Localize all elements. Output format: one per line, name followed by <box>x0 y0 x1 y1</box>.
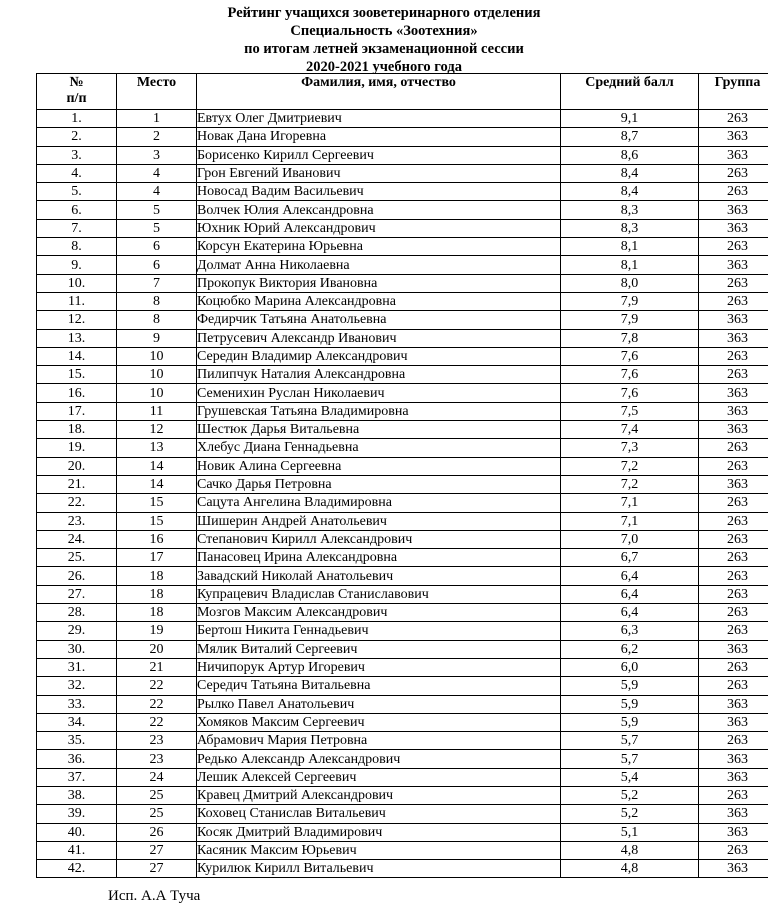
student-name-cell: Хлебус Диана Геннадьевна <box>197 439 561 457</box>
row-number-cell: 18. <box>37 421 117 439</box>
group-cell: 363 <box>699 823 768 841</box>
average-score-cell: 5,7 <box>561 732 699 750</box>
table-row <box>37 713 768 731</box>
group-cell: 263 <box>699 567 768 585</box>
group-cell: 363 <box>699 311 768 329</box>
average-score-cell: 7,0 <box>561 530 699 548</box>
table-row <box>37 219 768 237</box>
header-name: Фамилия, имя, отчество <box>197 74 561 110</box>
group-cell: 263 <box>699 457 768 475</box>
student-name-cell: Корсун Екатерина Юрьевна <box>197 238 561 256</box>
row-number-cell: 37. <box>37 768 117 786</box>
table-row <box>37 530 768 548</box>
place-cell: 9 <box>117 329 197 347</box>
average-score-cell: 8,6 <box>561 146 699 164</box>
table-row <box>37 110 768 128</box>
group-cell: 263 <box>699 164 768 182</box>
row-number-cell: 34. <box>37 713 117 731</box>
place-cell: 21 <box>117 658 197 676</box>
average-score-cell: 8,3 <box>561 219 699 237</box>
group-cell: 263 <box>699 347 768 365</box>
title-line-4: 2020-2021 учебного года <box>306 59 462 75</box>
table-row <box>37 256 768 274</box>
table-row <box>37 274 768 292</box>
row-number-cell: 22. <box>37 494 117 512</box>
group-cell: 363 <box>699 713 768 731</box>
row-number-cell: 21. <box>37 475 117 493</box>
student-name-cell: Сацута Ангелина Владимировна <box>197 494 561 512</box>
average-score-cell: 8,0 <box>561 274 699 292</box>
student-name-cell: Долмат Анна Николаевна <box>197 256 561 274</box>
student-name-cell: Лешик Алексей Сергеевич <box>197 768 561 786</box>
group-cell: 363 <box>699 256 768 274</box>
place-cell: 5 <box>117 201 197 219</box>
student-name-cell: Коцюбко Марина Александровна <box>197 292 561 310</box>
table-row <box>37 805 768 823</box>
student-name-cell: Волчек Юлия Александровна <box>197 201 561 219</box>
row-number-cell: 11. <box>37 292 117 310</box>
student-name-cell: Кравец Дмитрий Александрович <box>197 786 561 804</box>
row-number-cell: 3. <box>37 146 117 164</box>
table-row <box>37 494 768 512</box>
row-number-cell: 2. <box>37 128 117 146</box>
average-score-cell: 6,2 <box>561 640 699 658</box>
header-num-line1: № <box>69 75 84 90</box>
table-row <box>37 146 768 164</box>
row-number-cell: 42. <box>37 860 117 878</box>
average-score-cell: 7,6 <box>561 347 699 365</box>
student-name-cell: Петрусевич Александр Иванович <box>197 329 561 347</box>
place-cell: 2 <box>117 128 197 146</box>
student-name-cell: Завадский Николай Анатольевич <box>197 567 561 585</box>
table-row <box>37 457 768 475</box>
average-score-cell: 6,4 <box>561 567 699 585</box>
group-cell: 363 <box>699 860 768 878</box>
title-line-3: по итогам летней экзаменационной сессии <box>244 41 524 57</box>
row-number-cell: 4. <box>37 164 117 182</box>
average-score-cell: 7,4 <box>561 421 699 439</box>
place-cell: 17 <box>117 549 197 567</box>
table-row <box>37 585 768 603</box>
average-score-cell: 7,3 <box>561 439 699 457</box>
group-cell: 363 <box>699 384 768 402</box>
row-number-cell: 15. <box>37 366 117 384</box>
table-row <box>37 695 768 713</box>
average-score-cell: 7,9 <box>561 311 699 329</box>
student-name-cell: Хомяков Максим Сергеевич <box>197 713 561 731</box>
row-number-cell: 40. <box>37 823 117 841</box>
place-cell: 10 <box>117 384 197 402</box>
table-row <box>37 604 768 622</box>
table-row <box>37 549 768 567</box>
group-cell: 263 <box>699 183 768 201</box>
place-cell: 18 <box>117 567 197 585</box>
row-number-cell: 10. <box>37 274 117 292</box>
table-row <box>37 732 768 750</box>
student-name-cell: Новак Дана Игоревна <box>197 128 561 146</box>
group-cell: 263 <box>699 549 768 567</box>
header-avg: Средний балл <box>561 74 699 110</box>
table-row <box>37 475 768 493</box>
place-cell: 27 <box>117 860 197 878</box>
table-row <box>37 658 768 676</box>
header-group: Группа <box>699 74 768 110</box>
average-score-cell: 8,4 <box>561 164 699 182</box>
table-row <box>37 402 768 420</box>
row-number-cell: 26. <box>37 567 117 585</box>
place-cell: 25 <box>117 786 197 804</box>
row-number-cell: 20. <box>37 457 117 475</box>
average-score-cell: 5,4 <box>561 768 699 786</box>
average-score-cell: 7,8 <box>561 329 699 347</box>
average-score-cell: 7,6 <box>561 366 699 384</box>
student-name-cell: Юхник Юрий Александрович <box>197 219 561 237</box>
row-number-cell: 41. <box>37 841 117 859</box>
place-cell: 4 <box>117 183 197 201</box>
average-score-cell: 6,4 <box>561 604 699 622</box>
average-score-cell: 8,3 <box>561 201 699 219</box>
student-name-cell: Бертош Никита Геннадьевич <box>197 622 561 640</box>
row-number-cell: 8. <box>37 238 117 256</box>
table-row <box>37 292 768 310</box>
place-cell: 5 <box>117 219 197 237</box>
group-cell: 263 <box>699 292 768 310</box>
average-score-cell: 5,2 <box>561 805 699 823</box>
student-name-cell: Рылко Павел Анатольевич <box>197 695 561 713</box>
row-number-cell: 12. <box>37 311 117 329</box>
row-number-cell: 31. <box>37 658 117 676</box>
place-cell: 12 <box>117 421 197 439</box>
table-row <box>37 768 768 786</box>
row-number-cell: 19. <box>37 439 117 457</box>
group-cell: 363 <box>699 768 768 786</box>
place-cell: 20 <box>117 640 197 658</box>
group-cell: 263 <box>699 677 768 695</box>
average-score-cell: 6,0 <box>561 658 699 676</box>
group-cell: 363 <box>699 805 768 823</box>
average-score-cell: 4,8 <box>561 860 699 878</box>
group-cell: 263 <box>699 274 768 292</box>
place-cell: 24 <box>117 768 197 786</box>
student-name-cell: Семенихин Руслан Николаевич <box>197 384 561 402</box>
row-number-cell: 5. <box>37 183 117 201</box>
group-cell: 363 <box>699 201 768 219</box>
place-cell: 18 <box>117 604 197 622</box>
average-score-cell: 8,1 <box>561 238 699 256</box>
group-cell: 363 <box>699 146 768 164</box>
average-score-cell: 7,6 <box>561 384 699 402</box>
student-name-cell: Коховец Станислав Витальевич <box>197 805 561 823</box>
table-row <box>37 201 768 219</box>
average-score-cell: 5,1 <box>561 823 699 841</box>
group-cell: 263 <box>699 366 768 384</box>
student-name-cell: Абрамович Мария Петровна <box>197 732 561 750</box>
average-score-cell: 5,9 <box>561 713 699 731</box>
average-score-cell: 5,7 <box>561 750 699 768</box>
student-name-cell: Редько Александр Александрович <box>197 750 561 768</box>
row-number-cell: 29. <box>37 622 117 640</box>
table-row <box>37 860 768 878</box>
row-number-cell: 24. <box>37 530 117 548</box>
place-cell: 22 <box>117 713 197 731</box>
place-cell: 6 <box>117 256 197 274</box>
table-row <box>37 347 768 365</box>
average-score-cell: 5,9 <box>561 677 699 695</box>
student-name-cell: Прокопук Виктория Ивановна <box>197 274 561 292</box>
group-cell: 363 <box>699 421 768 439</box>
average-score-cell: 7,9 <box>561 292 699 310</box>
group-cell: 363 <box>699 475 768 493</box>
average-score-cell: 7,5 <box>561 402 699 420</box>
row-number-cell: 1. <box>37 110 117 128</box>
student-name-cell: Евтух Олег Дмитриевич <box>197 110 561 128</box>
average-score-cell: 9,1 <box>561 110 699 128</box>
group-cell: 363 <box>699 128 768 146</box>
average-score-cell: 6,4 <box>561 585 699 603</box>
place-cell: 25 <box>117 805 197 823</box>
average-score-cell: 8,7 <box>561 128 699 146</box>
footer-signature: Исп. А.А Туча <box>108 888 201 904</box>
group-cell: 263 <box>699 658 768 676</box>
row-number-cell: 23. <box>37 512 117 530</box>
row-number-cell: 13. <box>37 329 117 347</box>
title-line-2: Специальность «Зоотехния» <box>290 23 478 39</box>
table-row <box>37 366 768 384</box>
average-score-cell: 7,2 <box>561 457 699 475</box>
place-cell: 16 <box>117 530 197 548</box>
table-row <box>37 329 768 347</box>
student-name-cell: Грушевская Татьяна Владимировна <box>197 402 561 420</box>
place-cell: 8 <box>117 292 197 310</box>
average-score-cell: 7,2 <box>561 475 699 493</box>
place-cell: 23 <box>117 750 197 768</box>
student-name-cell: Мялик Виталий Сергеевич <box>197 640 561 658</box>
place-cell: 19 <box>117 622 197 640</box>
header-row <box>37 74 768 110</box>
group-cell: 363 <box>699 750 768 768</box>
table-row <box>37 439 768 457</box>
row-number-cell: 25. <box>37 549 117 567</box>
group-cell: 363 <box>699 695 768 713</box>
group-cell: 263 <box>699 841 768 859</box>
place-cell: 10 <box>117 366 197 384</box>
student-name-cell: Борисенко Кирилл Сергеевич <box>197 146 561 164</box>
table-row <box>37 128 768 146</box>
group-cell: 263 <box>699 439 768 457</box>
place-cell: 23 <box>117 732 197 750</box>
place-cell: 11 <box>117 402 197 420</box>
row-number-cell: 16. <box>37 384 117 402</box>
table-row <box>37 238 768 256</box>
table-row <box>37 567 768 585</box>
table-row <box>37 164 768 182</box>
table-row <box>37 677 768 695</box>
place-cell: 22 <box>117 677 197 695</box>
place-cell: 14 <box>117 475 197 493</box>
student-name-cell: Ничипорук Артур Игоревич <box>197 658 561 676</box>
student-name-cell: Мозгов Максим Александрович <box>197 604 561 622</box>
place-cell: 8 <box>117 311 197 329</box>
row-number-cell: 7. <box>37 219 117 237</box>
place-cell: 1 <box>117 110 197 128</box>
table-body <box>37 110 768 878</box>
group-cell: 263 <box>699 585 768 603</box>
table-row <box>37 421 768 439</box>
table-row <box>37 823 768 841</box>
table-row <box>37 183 768 201</box>
student-name-cell: Грон Евгений Иванович <box>197 164 561 182</box>
header-num-line2: п/п <box>66 91 87 106</box>
table-row <box>37 512 768 530</box>
table-row <box>37 786 768 804</box>
place-cell: 14 <box>117 457 197 475</box>
table-row <box>37 311 768 329</box>
group-cell: 263 <box>699 732 768 750</box>
place-cell: 10 <box>117 347 197 365</box>
group-cell: 263 <box>699 622 768 640</box>
student-name-cell: Шестюк Дарья Витальевна <box>197 421 561 439</box>
row-number-cell: 32. <box>37 677 117 695</box>
place-cell: 3 <box>117 146 197 164</box>
table-row <box>37 841 768 859</box>
student-name-cell: Касяник Максим Юрьевич <box>197 841 561 859</box>
average-score-cell: 7,1 <box>561 512 699 530</box>
row-number-cell: 33. <box>37 695 117 713</box>
student-name-cell: Степанович Кирилл Александрович <box>197 530 561 548</box>
student-name-cell: Панасовец Ирина Александровна <box>197 549 561 567</box>
header-place: Место <box>117 74 197 110</box>
row-number-cell: 36. <box>37 750 117 768</box>
average-score-cell: 8,1 <box>561 256 699 274</box>
place-cell: 26 <box>117 823 197 841</box>
table-header <box>37 74 768 110</box>
student-name-cell: Середич Татьяна Витальевна <box>197 677 561 695</box>
group-cell: 363 <box>699 219 768 237</box>
average-score-cell: 8,4 <box>561 183 699 201</box>
place-cell: 15 <box>117 494 197 512</box>
average-score-cell: 7,1 <box>561 494 699 512</box>
average-score-cell: 5,2 <box>561 786 699 804</box>
row-number-cell: 38. <box>37 786 117 804</box>
table-row <box>37 384 768 402</box>
average-score-cell: 4,8 <box>561 841 699 859</box>
group-cell: 263 <box>699 786 768 804</box>
student-name-cell: Середин Владимир Александрович <box>197 347 561 365</box>
average-score-cell: 6,7 <box>561 549 699 567</box>
row-number-cell: 9. <box>37 256 117 274</box>
document-title <box>0 4 768 76</box>
place-cell: 4 <box>117 164 197 182</box>
place-cell: 15 <box>117 512 197 530</box>
group-cell: 263 <box>699 110 768 128</box>
row-number-cell: 39. <box>37 805 117 823</box>
student-name-cell: Купрацевич Владислав Станиславович <box>197 585 561 603</box>
student-name-cell: Пилипчук Наталия Александровна <box>197 366 561 384</box>
group-cell: 263 <box>699 530 768 548</box>
row-number-cell: 28. <box>37 604 117 622</box>
table-row <box>37 622 768 640</box>
row-number-cell: 30. <box>37 640 117 658</box>
place-cell: 6 <box>117 238 197 256</box>
student-name-cell: Сачко Дарья Петровна <box>197 475 561 493</box>
place-cell: 7 <box>117 274 197 292</box>
table-row <box>37 750 768 768</box>
title-line-1: Рейтинг учащихся зооветеринарного отделения <box>227 5 541 21</box>
group-cell: 263 <box>699 512 768 530</box>
row-number-cell: 6. <box>37 201 117 219</box>
row-number-cell: 35. <box>37 732 117 750</box>
row-number-cell: 27. <box>37 585 117 603</box>
average-score-cell: 5,9 <box>561 695 699 713</box>
group-cell: 363 <box>699 329 768 347</box>
group-cell: 263 <box>699 238 768 256</box>
student-name-cell: Новосад Вадим Васильевич <box>197 183 561 201</box>
header-num <box>37 74 117 110</box>
group-cell: 363 <box>699 402 768 420</box>
group-cell: 263 <box>699 494 768 512</box>
student-name-cell: Косяк Дмитрий Владимирович <box>197 823 561 841</box>
student-name-cell: Курилюк Кирилл Витальевич <box>197 860 561 878</box>
rating-table <box>36 73 768 878</box>
place-cell: 22 <box>117 695 197 713</box>
place-cell: 18 <box>117 585 197 603</box>
average-score-cell: 6,3 <box>561 622 699 640</box>
student-name-cell: Федирчик Татьяна Анатольевна <box>197 311 561 329</box>
group-cell: 263 <box>699 604 768 622</box>
table-row <box>37 640 768 658</box>
student-name-cell: Новик Алина Сергеевна <box>197 457 561 475</box>
row-number-cell: 14. <box>37 347 117 365</box>
group-cell: 363 <box>699 640 768 658</box>
row-number-cell: 17. <box>37 402 117 420</box>
place-cell: 27 <box>117 841 197 859</box>
place-cell: 13 <box>117 439 197 457</box>
student-name-cell: Шишерин Андрей Анатольевич <box>197 512 561 530</box>
